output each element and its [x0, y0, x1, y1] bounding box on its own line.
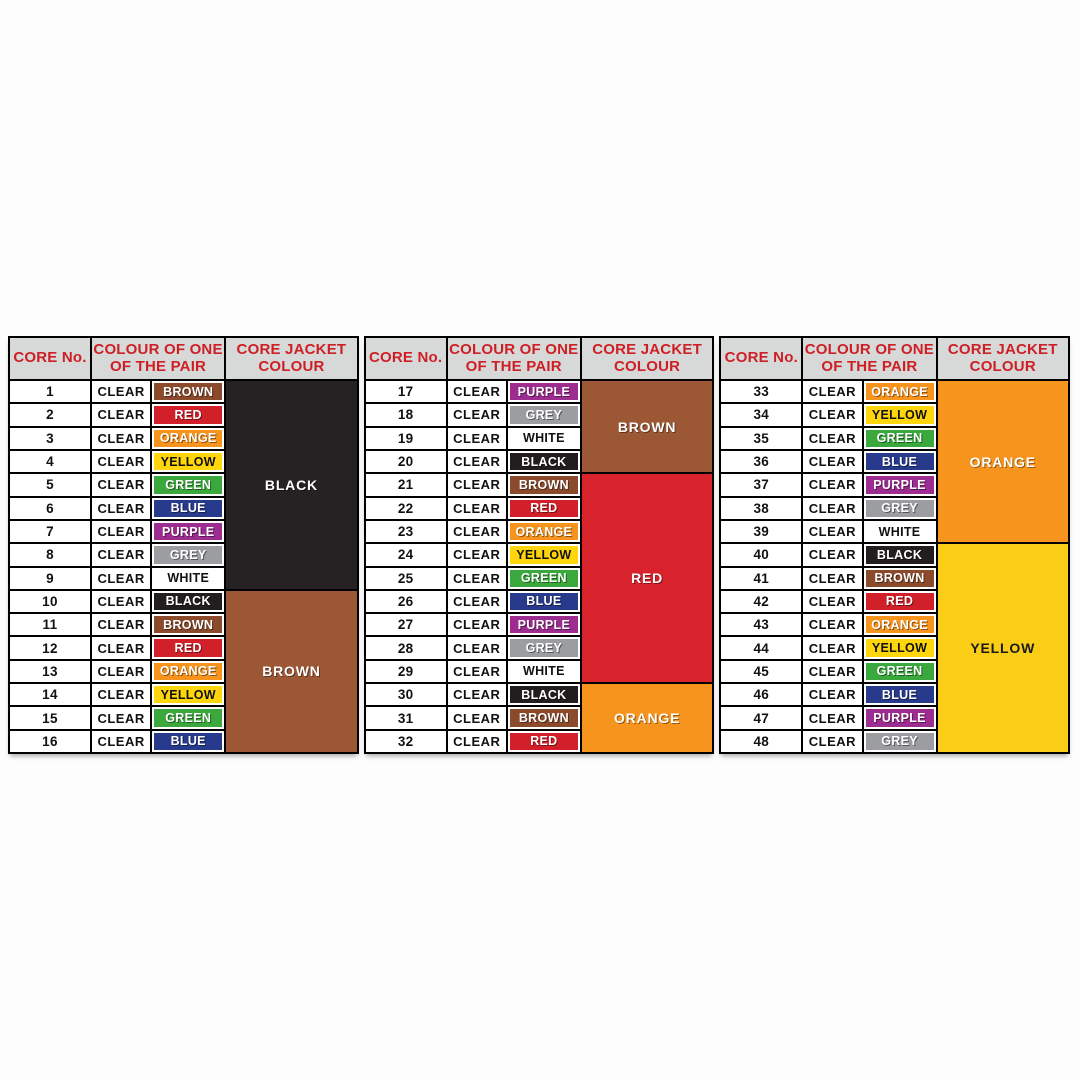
- core-no-cell: 14: [9, 683, 91, 706]
- clear-cell: CLEAR: [91, 497, 151, 520]
- pair-colour-cell: PURPLE: [507, 613, 581, 636]
- core-no-cell: 20: [365, 450, 447, 473]
- core-no-cell: 27: [365, 613, 447, 636]
- clear-cell: CLEAR: [447, 613, 507, 636]
- clear-cell: CLEAR: [447, 427, 507, 450]
- pair-colour-cell: RED: [863, 590, 937, 613]
- pair-colour-cell: BLUE: [863, 683, 937, 706]
- clear-cell: CLEAR: [447, 567, 507, 590]
- table-row: [365, 380, 714, 403]
- pair-colour-cell: GREEN: [151, 473, 225, 496]
- table-row: [9, 590, 358, 613]
- core-no-cell: 17: [365, 380, 447, 403]
- pair-colour-cell: BLUE: [151, 497, 225, 520]
- clear-cell: CLEAR: [802, 567, 862, 590]
- colour-code-table-2: [364, 336, 715, 754]
- header-core-no: CORE No.: [720, 337, 802, 380]
- jacket-colour-cell: YELLOW: [937, 543, 1070, 753]
- clear-cell: CLEAR: [802, 427, 862, 450]
- pair-colour-cell: GREY: [863, 730, 937, 753]
- table-row: [720, 543, 1069, 566]
- clear-cell: CLEAR: [447, 543, 507, 566]
- pair-colour-cell: BLACK: [863, 543, 937, 566]
- clear-cell: CLEAR: [91, 660, 151, 683]
- core-no-cell: 9: [9, 567, 91, 590]
- core-no-cell: 16: [9, 730, 91, 753]
- clear-cell: CLEAR: [447, 683, 507, 706]
- clear-cell: CLEAR: [91, 683, 151, 706]
- header-core-no: CORE No.: [365, 337, 447, 380]
- clear-cell: CLEAR: [91, 450, 151, 473]
- core-no-cell: 22: [365, 497, 447, 520]
- clear-cell: CLEAR: [447, 380, 507, 403]
- pair-colour-cell: BLACK: [151, 590, 225, 613]
- pair-colour-cell: ORANGE: [151, 660, 225, 683]
- clear-cell: CLEAR: [802, 403, 862, 426]
- core-no-cell: 43: [720, 613, 802, 636]
- clear-cell: CLEAR: [802, 450, 862, 473]
- clear-cell: CLEAR: [802, 520, 862, 543]
- core-no-cell: 7: [9, 520, 91, 543]
- table-row: [365, 683, 714, 706]
- header-jacket-colour: CORE JACKET COLOUR: [937, 337, 1070, 380]
- pair-colour-cell: BLACK: [507, 450, 581, 473]
- pair-colour-cell: YELLOW: [151, 683, 225, 706]
- clear-cell: CLEAR: [802, 706, 862, 729]
- header-pair-colour: COLOUR OF ONE OF THE PAIR: [91, 337, 225, 380]
- pair-colour-cell: BLUE: [151, 730, 225, 753]
- pair-colour-cell: ORANGE: [507, 520, 581, 543]
- clear-cell: CLEAR: [802, 730, 862, 753]
- clear-cell: CLEAR: [91, 590, 151, 613]
- clear-cell: CLEAR: [802, 660, 862, 683]
- core-no-cell: 33: [720, 380, 802, 403]
- clear-cell: CLEAR: [447, 497, 507, 520]
- core-no-cell: 3: [9, 427, 91, 450]
- core-no-cell: 23: [365, 520, 447, 543]
- core-no-cell: 44: [720, 636, 802, 659]
- clear-cell: CLEAR: [91, 473, 151, 496]
- header-row: [9, 337, 358, 380]
- clear-cell: CLEAR: [91, 520, 151, 543]
- core-no-cell: 40: [720, 543, 802, 566]
- core-no-cell: 26: [365, 590, 447, 613]
- pair-colour-cell: GREY: [507, 403, 581, 426]
- core-no-cell: 37: [720, 473, 802, 496]
- core-no-cell: 36: [720, 450, 802, 473]
- core-no-cell: 24: [365, 543, 447, 566]
- core-no-cell: 2: [9, 403, 91, 426]
- core-no-cell: 13: [9, 660, 91, 683]
- clear-cell: CLEAR: [802, 543, 862, 566]
- jacket-colour-cell: BROWN: [225, 590, 358, 753]
- pair-colour-cell: RED: [507, 497, 581, 520]
- table-row: [365, 473, 714, 496]
- pair-colour-cell: GREY: [151, 543, 225, 566]
- core-no-cell: 15: [9, 706, 91, 729]
- clear-cell: CLEAR: [447, 660, 507, 683]
- clear-cell: CLEAR: [802, 497, 862, 520]
- pair-colour-cell: RED: [507, 730, 581, 753]
- core-no-cell: 11: [9, 613, 91, 636]
- pair-colour-cell: GREY: [507, 636, 581, 659]
- pair-colour-cell: GREEN: [507, 567, 581, 590]
- pair-colour-cell: PURPLE: [151, 520, 225, 543]
- colour-code-table-3: [719, 336, 1070, 754]
- clear-cell: CLEAR: [91, 730, 151, 753]
- core-no-cell: 38: [720, 497, 802, 520]
- pair-colour-cell: BLACK: [507, 683, 581, 706]
- pair-colour-cell: PURPLE: [863, 706, 937, 729]
- pair-colour-cell: ORANGE: [863, 380, 937, 403]
- core-no-cell: 12: [9, 636, 91, 659]
- pair-colour-cell: YELLOW: [863, 636, 937, 659]
- core-no-cell: 19: [365, 427, 447, 450]
- pair-colour-cell: BLUE: [507, 590, 581, 613]
- pair-colour-cell: PURPLE: [507, 380, 581, 403]
- pair-colour-cell: GREEN: [863, 427, 937, 450]
- core-no-cell: 31: [365, 706, 447, 729]
- header-core-no: CORE No.: [9, 337, 91, 380]
- clear-cell: CLEAR: [91, 706, 151, 729]
- clear-cell: CLEAR: [91, 543, 151, 566]
- core-no-cell: 42: [720, 590, 802, 613]
- core-no-cell: 30: [365, 683, 447, 706]
- pair-colour-cell: YELLOW: [507, 543, 581, 566]
- table-row: [9, 380, 358, 403]
- core-no-cell: 6: [9, 497, 91, 520]
- colour-code-table-1: [8, 336, 359, 754]
- core-no-cell: 4: [9, 450, 91, 473]
- pair-colour-cell: PURPLE: [863, 473, 937, 496]
- clear-cell: CLEAR: [91, 567, 151, 590]
- pair-colour-cell: GREY: [863, 497, 937, 520]
- core-no-cell: 39: [720, 520, 802, 543]
- table-row: [720, 380, 1069, 403]
- clear-cell: CLEAR: [802, 683, 862, 706]
- pair-colour-cell: YELLOW: [151, 450, 225, 473]
- core-no-cell: 35: [720, 427, 802, 450]
- clear-cell: CLEAR: [447, 706, 507, 729]
- header-row: [720, 337, 1069, 380]
- clear-cell: CLEAR: [447, 450, 507, 473]
- core-no-cell: 28: [365, 636, 447, 659]
- pair-colour-cell: BROWN: [507, 473, 581, 496]
- pair-colour-cell: WHITE: [863, 520, 937, 543]
- pair-colour-cell: YELLOW: [863, 403, 937, 426]
- core-no-cell: 10: [9, 590, 91, 613]
- pair-colour-cell: BLUE: [863, 450, 937, 473]
- core-no-cell: 46: [720, 683, 802, 706]
- core-no-cell: 48: [720, 730, 802, 753]
- colour-code-tables: [8, 336, 1070, 754]
- core-no-cell: 5: [9, 473, 91, 496]
- clear-cell: CLEAR: [91, 427, 151, 450]
- clear-cell: CLEAR: [802, 380, 862, 403]
- clear-cell: CLEAR: [802, 473, 862, 496]
- core-no-cell: 21: [365, 473, 447, 496]
- pair-colour-cell: RED: [151, 403, 225, 426]
- clear-cell: CLEAR: [91, 636, 151, 659]
- jacket-colour-cell: BLACK: [225, 380, 358, 590]
- pair-colour-cell: BROWN: [863, 567, 937, 590]
- pair-colour-cell: RED: [151, 636, 225, 659]
- core-no-cell: 29: [365, 660, 447, 683]
- jacket-colour-cell: ORANGE: [937, 380, 1070, 543]
- pair-colour-cell: WHITE: [507, 427, 581, 450]
- pair-colour-cell: GREEN: [151, 706, 225, 729]
- pair-colour-cell: BROWN: [507, 706, 581, 729]
- pair-colour-cell: BROWN: [151, 380, 225, 403]
- core-no-cell: 47: [720, 706, 802, 729]
- jacket-colour-cell: BROWN: [581, 380, 714, 473]
- header-pair-colour: COLOUR OF ONE OF THE PAIR: [447, 337, 581, 380]
- pair-colour-cell: ORANGE: [151, 427, 225, 450]
- clear-cell: CLEAR: [447, 520, 507, 543]
- clear-cell: CLEAR: [447, 403, 507, 426]
- clear-cell: CLEAR: [447, 473, 507, 496]
- clear-cell: CLEAR: [447, 730, 507, 753]
- clear-cell: CLEAR: [91, 380, 151, 403]
- core-no-cell: 25: [365, 567, 447, 590]
- clear-cell: CLEAR: [91, 403, 151, 426]
- pair-colour-cell: WHITE: [151, 567, 225, 590]
- clear-cell: CLEAR: [802, 613, 862, 636]
- core-no-cell: 8: [9, 543, 91, 566]
- core-no-cell: 45: [720, 660, 802, 683]
- header-jacket-colour: CORE JACKET COLOUR: [225, 337, 358, 380]
- core-no-cell: 41: [720, 567, 802, 590]
- jacket-colour-cell: RED: [581, 473, 714, 683]
- clear-cell: CLEAR: [802, 636, 862, 659]
- clear-cell: CLEAR: [802, 590, 862, 613]
- pair-colour-cell: GREEN: [863, 660, 937, 683]
- pair-colour-cell: ORANGE: [863, 613, 937, 636]
- core-no-cell: 34: [720, 403, 802, 426]
- header-row: [365, 337, 714, 380]
- core-no-cell: 1: [9, 380, 91, 403]
- jacket-colour-cell: ORANGE: [581, 683, 714, 753]
- pair-colour-cell: BROWN: [151, 613, 225, 636]
- header-pair-colour: COLOUR OF ONE OF THE PAIR: [802, 337, 936, 380]
- clear-cell: CLEAR: [447, 636, 507, 659]
- core-no-cell: 18: [365, 403, 447, 426]
- header-jacket-colour: CORE JACKET COLOUR: [581, 337, 714, 380]
- clear-cell: CLEAR: [91, 613, 151, 636]
- core-no-cell: 32: [365, 730, 447, 753]
- clear-cell: CLEAR: [447, 590, 507, 613]
- pair-colour-cell: WHITE: [507, 660, 581, 683]
